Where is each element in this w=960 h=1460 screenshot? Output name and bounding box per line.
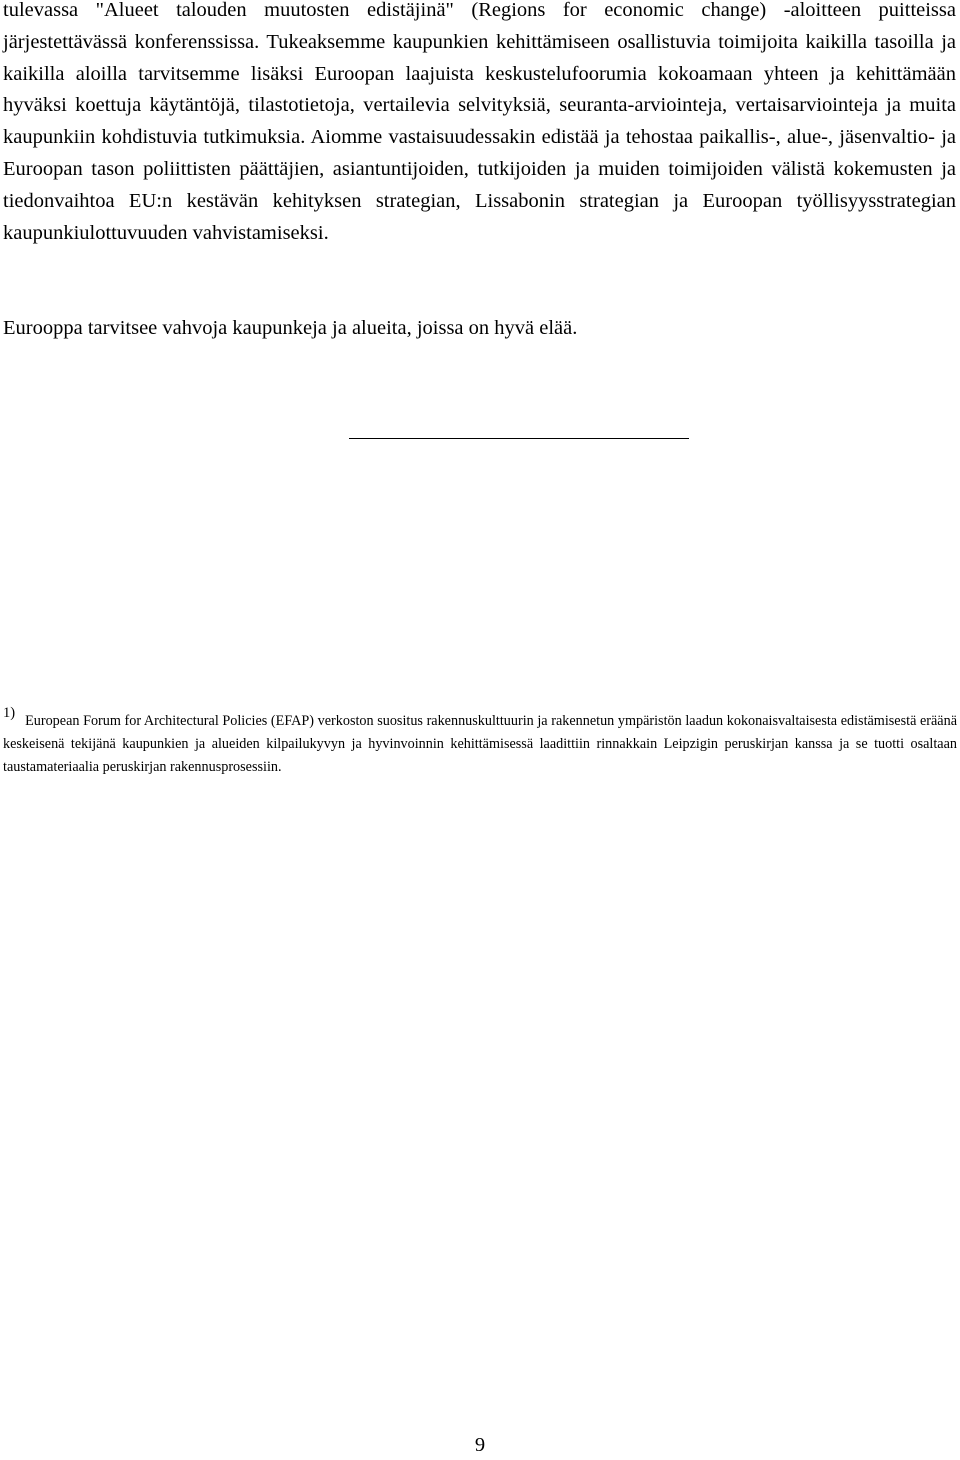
footnote bbox=[3, 705, 957, 780]
footnote-marker: 1) bbox=[3, 705, 16, 721]
closing-statement: Eurooppa tarvitsee vahvoja kaupunkeja ja alueita, joissa on hyvä elää. bbox=[3, 317, 578, 339]
footnote-separator bbox=[349, 438, 689, 439]
footnote-text: European Forum for Architectural Policies (EFAP) verkoston suositus rakennuskulttuurin ja rakennetun ympäristön laadun kokonaisvaltaisesta edistämisestä eräänä keskeisenä tekijänä kaupunkien ja alueiden kilpailukyvyn ja hyvinvoinnin kehittämisessä laadittiin rinnakkain Leipzigin peruskirjan kanssa ja se tuotti osaltaan taustamateriaalia peruskirjan rakennusprosessiin. bbox=[3, 713, 957, 776]
body-paragraph: tulevassa "Alueet talouden muutosten edistäjinä" (Regions for economic change) -aloitteen puitteissa järjestettävässä konferenssissa. Tukeaksemme kaupunkien kehittämiseen osallistuvia toimijoita kaikilla tasoilla ja kaikilla aloilla tarvitsemme lisäksi Euroopan laajuista keskustelufoorumia kokoamaan yhteen ja kehittämään hyväksi koettuja käytäntöjä, tilastotietoja, vertailevia selvityksiä, seuranta-arviointeja, vertaisarviointeja ja muita kaupunkiin kohdistuvia tutkimuksia. Aiomme vastaisuudessakin edistää ja tehostaa paikallis-, alue-, jäsenvaltio- ja Euroopan tason poliittisten päättäjien, asiantuntijoiden, tutkijoiden ja muiden toimijoiden välistä kokemusten ja tiedonvaihtoa EU:n kestävän kehityksen strategian, Lissabonin strategian ja Euroopan työllisyysstrategian kaupunkiulottuvuuden vahvistamiseksi. bbox=[3, 0, 956, 244]
page-number: 9 bbox=[474, 1434, 486, 1456]
